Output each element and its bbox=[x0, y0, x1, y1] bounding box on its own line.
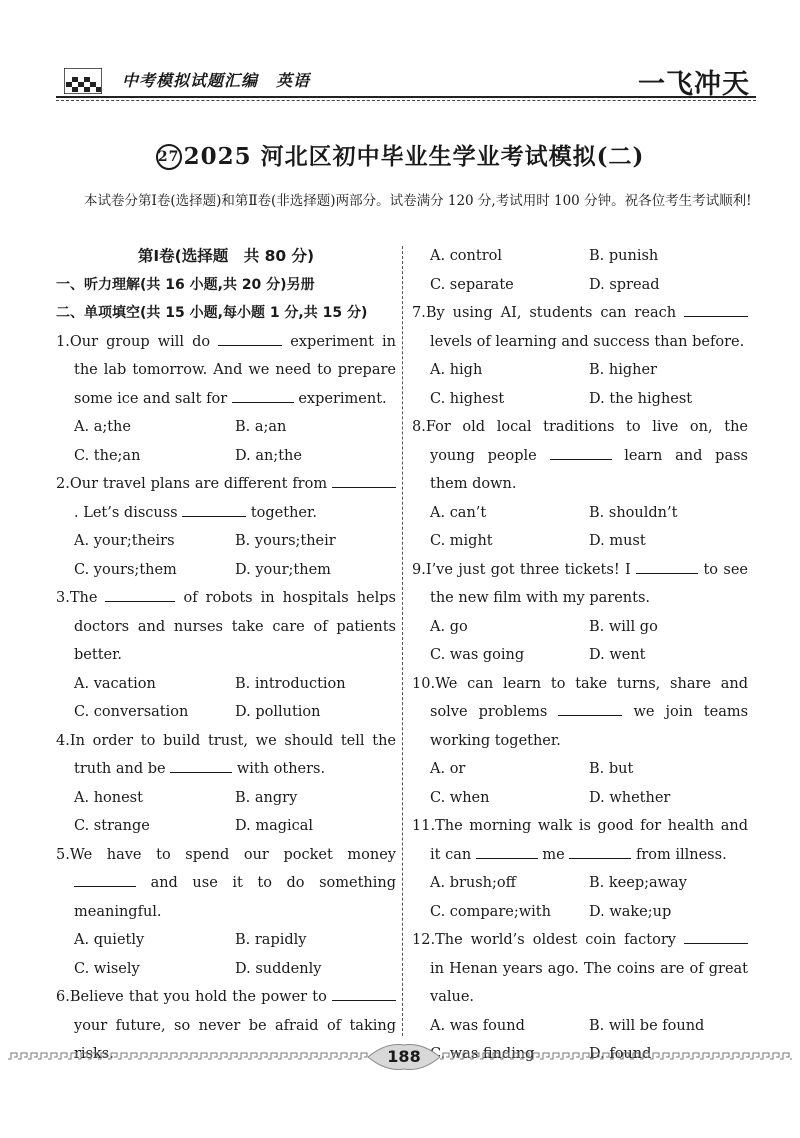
exam-title-text: 2025 河北区初中毕业生学业考试模拟(二) bbox=[183, 143, 645, 170]
option-c[interactable]: C. compare;with bbox=[430, 903, 551, 920]
question-3: 3.The of robots in hospitals helps doctors and nurses take care of patients better. bbox=[56, 584, 396, 670]
exam-title bbox=[0, 138, 800, 171]
option-a[interactable]: A. go bbox=[430, 618, 468, 635]
answer-blank[interactable] bbox=[332, 983, 396, 1001]
question-10-options bbox=[412, 755, 748, 812]
header-dashed-rule bbox=[56, 100, 756, 101]
option-d[interactable]: D. went bbox=[589, 647, 646, 663]
option-c[interactable]: C. might bbox=[430, 533, 493, 549]
section-listening: 一、听力理解(共 16 小题,共 20 分)另册 bbox=[56, 276, 315, 293]
option-d[interactable]: D. pollution bbox=[235, 704, 321, 720]
question-2-options bbox=[56, 527, 396, 584]
header-rule bbox=[56, 96, 756, 98]
question-9: 9.I’ve just got three tickets! I to see the new film with my parents. bbox=[412, 556, 748, 613]
option-b[interactable]: B. yours;their bbox=[235, 533, 336, 549]
option-a[interactable]: A. a;the bbox=[74, 419, 131, 435]
answer-blank[interactable] bbox=[182, 499, 246, 517]
footer-ornament-icon bbox=[440, 1052, 792, 1060]
option-d[interactable]: D. suddenly bbox=[235, 960, 322, 977]
question-11-options bbox=[412, 869, 748, 926]
option-a[interactable]: A. your;theirs bbox=[74, 533, 175, 549]
question-12: 12.The world’s oldest coin factory in Henan years ago. The coins are of great value. bbox=[412, 926, 748, 1012]
option-b[interactable]: B. higher bbox=[589, 362, 657, 378]
option-b[interactable]: B. punish bbox=[589, 248, 659, 264]
answer-blank[interactable] bbox=[684, 299, 748, 317]
right-column bbox=[412, 242, 748, 1069]
checker-pattern-icon bbox=[64, 68, 102, 94]
option-d[interactable]: D. the highest bbox=[589, 390, 693, 407]
question-5-options bbox=[56, 926, 396, 983]
exam-instructions: 本试卷分第Ⅰ卷(选择题)和第Ⅱ卷(非选择题)两部分。试卷满分 120 分,考试用时 100 分钟。祝各位考生考试顺利! bbox=[84, 193, 752, 209]
answer-blank[interactable] bbox=[550, 442, 612, 460]
option-d[interactable]: D. magical bbox=[235, 818, 314, 834]
option-c[interactable]: C. separate bbox=[430, 276, 514, 293]
question-4-options bbox=[56, 784, 396, 841]
option-c[interactable]: C. wisely bbox=[74, 960, 140, 977]
option-b[interactable]: B. introduction bbox=[235, 675, 346, 692]
subject-name: 英语 bbox=[276, 71, 311, 90]
question-10: 10.We can learn to take turns, share and solve problems we join teams working together. bbox=[412, 675, 749, 749]
answer-blank[interactable] bbox=[170, 755, 232, 773]
option-b[interactable]: B. rapidly bbox=[235, 932, 307, 948]
answer-blank[interactable] bbox=[74, 869, 136, 887]
answer-blank[interactable] bbox=[558, 698, 622, 716]
option-b[interactable]: B. a;an bbox=[235, 419, 287, 435]
option-b[interactable]: B. angry bbox=[235, 789, 298, 806]
option-a[interactable]: A. or bbox=[430, 761, 466, 777]
page-header bbox=[56, 56, 756, 102]
option-c[interactable]: C. highest bbox=[430, 390, 505, 407]
option-a[interactable]: A. was found bbox=[430, 1017, 525, 1034]
question-4: 4.In order to build trust, we should tell the truth and be with others. bbox=[56, 732, 396, 777]
option-d[interactable]: D. an;the bbox=[235, 447, 302, 464]
option-b[interactable]: B. will be found bbox=[589, 1017, 705, 1034]
option-c[interactable]: C. when bbox=[430, 789, 490, 806]
question-1: 1.Our group will do experiment in the lab tomorrow. And we need to prepare some ice and salt for experiment. bbox=[56, 328, 396, 414]
option-a[interactable]: A. vacation bbox=[74, 675, 156, 692]
option-d[interactable]: D. your;them bbox=[235, 561, 331, 578]
option-b[interactable]: B. keep;away bbox=[589, 875, 687, 891]
part-title: 第Ⅰ卷(选择题 共 80 分) bbox=[137, 247, 315, 265]
option-a[interactable]: A. brush;off bbox=[430, 875, 516, 891]
option-d[interactable]: D. whether bbox=[589, 789, 671, 806]
question-7-options bbox=[412, 356, 748, 413]
option-b[interactable]: B. shouldn’t bbox=[589, 504, 678, 521]
question-7: 7.By using AI, students can reach levels of learning and success than before. bbox=[412, 299, 748, 356]
footer-ornament-icon bbox=[8, 1052, 368, 1060]
question-8: 8.For old local traditions to live on, the young people learn and pass them down. bbox=[412, 419, 748, 492]
question-8-options bbox=[412, 499, 748, 556]
option-a[interactable]: A. quietly bbox=[74, 932, 145, 948]
series-name: 中考模拟试题汇编 bbox=[122, 71, 259, 90]
answer-blank[interactable] bbox=[569, 841, 631, 859]
left-column bbox=[56, 242, 396, 1069]
option-a[interactable]: A. can’t bbox=[430, 504, 487, 521]
page-number: 188 bbox=[387, 1047, 421, 1066]
question-3-options bbox=[56, 670, 396, 727]
answer-blank[interactable] bbox=[636, 556, 698, 574]
option-a[interactable]: A. high bbox=[430, 362, 483, 378]
answer-blank[interactable] bbox=[476, 841, 538, 859]
option-c[interactable]: C. the;an bbox=[74, 447, 141, 464]
option-a[interactable]: A. control bbox=[430, 248, 503, 264]
question-5: 5.We have to spend our pocket money and use it to do something meaningful. bbox=[56, 846, 396, 920]
question-1-options bbox=[56, 413, 396, 470]
question-6-options bbox=[412, 242, 748, 299]
question-2: 2.Our travel plans are different from . Let’s discuss together. bbox=[56, 470, 396, 527]
option-c[interactable]: C. was going bbox=[430, 647, 525, 663]
series-title bbox=[122, 68, 310, 91]
exam-number-badge: 27 bbox=[156, 144, 182, 170]
question-9-options bbox=[412, 613, 748, 670]
answer-blank[interactable] bbox=[105, 584, 175, 602]
question-6: 6.Believe that you hold the power to your future, so never be afraid of taking bbox=[56, 983, 396, 1069]
section-single-choice: 二、单项填空(共 15 小题,每小题 1 分,共 15 分) bbox=[56, 305, 368, 321]
answer-blank[interactable] bbox=[332, 470, 396, 488]
option-d[interactable]: D. spread bbox=[589, 276, 660, 293]
option-c[interactable]: C. yours;them bbox=[74, 561, 177, 578]
answer-blank[interactable] bbox=[684, 926, 748, 944]
column-divider bbox=[402, 246, 403, 1036]
option-d[interactable]: D. wake;up bbox=[589, 903, 672, 920]
option-d[interactable]: D. must bbox=[589, 533, 646, 549]
answer-blank[interactable] bbox=[218, 328, 282, 346]
option-a[interactable]: A. honest bbox=[74, 789, 143, 806]
option-c[interactable]: C. strange bbox=[74, 818, 150, 834]
option-c[interactable]: C. bbox=[430, 1046, 446, 1062]
answer-blank[interactable] bbox=[232, 385, 294, 403]
page-footer bbox=[0, 1040, 800, 1086]
question-11: 11.The morning walk is good for health and it can me from illness. bbox=[412, 818, 748, 863]
option-c[interactable]: C. conversation bbox=[74, 704, 189, 720]
option-b[interactable]: B. but bbox=[589, 761, 634, 777]
brand-logo: 一飞冲天 bbox=[638, 69, 750, 100]
option-b[interactable]: B. will go bbox=[589, 618, 658, 635]
